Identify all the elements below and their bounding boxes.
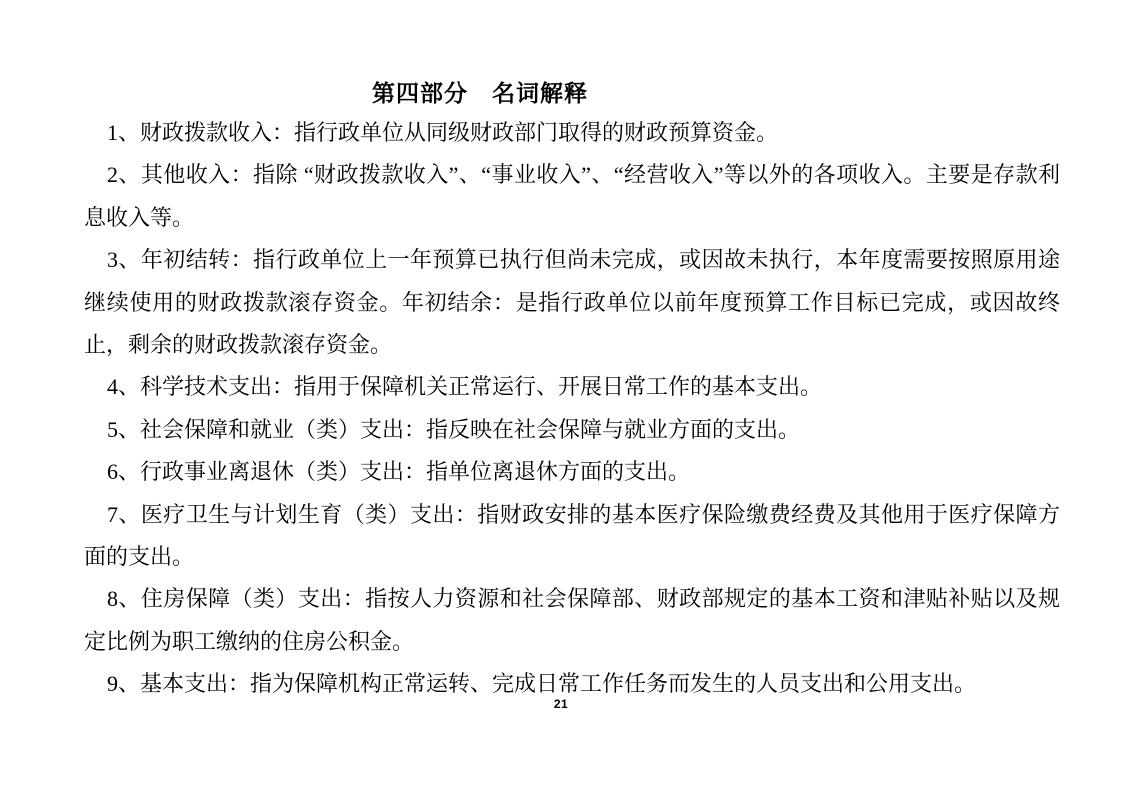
glossary-item-9: 9、基本支出：指为保障机构正常运转、完成日常工作任务而发生的人员支出和公用支出。 xyxy=(107,671,977,697)
glossary-item-4: 4、科学技术支出：指用于保障机关正常运行、开展日常工作的基本支出。 xyxy=(107,374,823,400)
page-number: 21 xyxy=(553,697,569,711)
glossary-item-5: 5、社会保障和就业（类）支出：指反映在社会保障与就业方面的支出。 xyxy=(107,416,801,442)
page-title: 第四部分 名词解释 xyxy=(372,81,588,106)
glossary-item-3: 3、年初结转：指行政单位上一年预算已执行但尚未完成，或因故未执行，本年度需要按照原用途继续使用的财政拨款滚存资金。年初结余：是指行政单位以前年度预算工作目标已完成，或因故终止，剩余的财政拨款滚存资金。 xyxy=(84,247,1060,358)
document-body xyxy=(84,112,1060,706)
glossary-item-8: 8、住房保障（类）支出：指按人力资源和社会保障部、财政部规定的基本工资和津贴补贴以及规定比例为职工缴纳的住房公积金。 xyxy=(84,586,1060,654)
glossary-item-1: 1、财政拨款收入：指行政单位从同级财政部门取得的财政预算资金。 xyxy=(107,120,779,145)
glossary-item-7: 7、医疗卫生与计划生育（类）支出：指财政安排的基本医疗保险缴费经费及其他用于医疗保障方面的支出。 xyxy=(84,501,1060,570)
glossary-item-6: 6、行政事业离退休（类）支出：指单位离退休方面的支出。 xyxy=(107,459,691,485)
glossary-item-2: 2、其他收入：指除 “财政拨款收入”、“事业收入”、“经营收入”等以外的各项收入。主要是存款利息收入等。 xyxy=(84,162,1060,230)
